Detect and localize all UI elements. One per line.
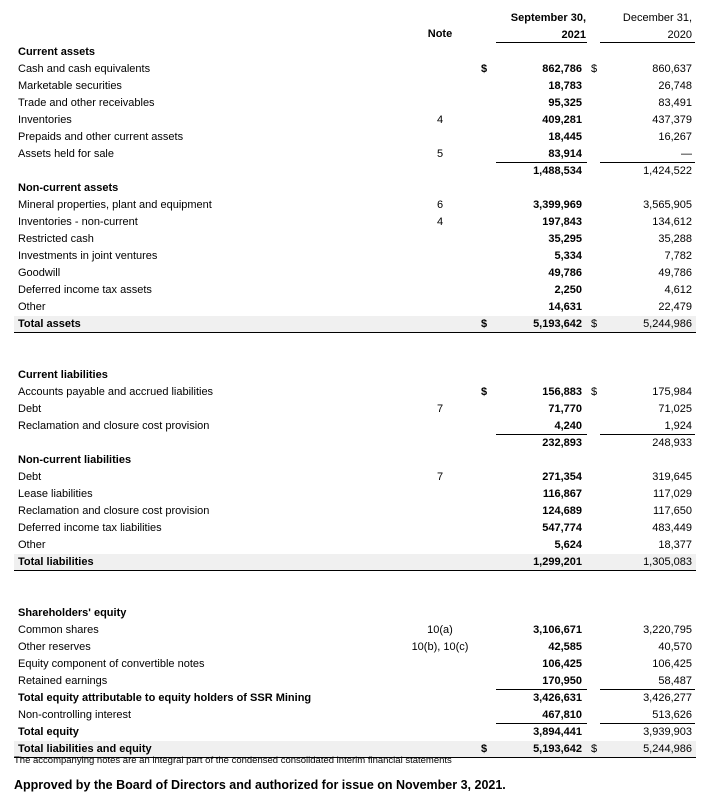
table-body [0,44,705,758]
value-2021: 3,426,631 [533,692,582,704]
value-2021: 18,445 [548,131,582,143]
table-row [0,418,705,435]
footer-note: The accompanying notes are an integral part of the condensed consolidated interim financial statements [14,755,452,766]
value-2021: 271,354 [542,471,582,483]
value-2021: 35,295 [548,233,582,245]
table-row [0,78,705,95]
value-2020: 1,424,522 [643,165,692,177]
value-2021: 4,240 [554,420,582,432]
section-row [0,452,705,469]
currency-symbol: $ [480,63,488,75]
value-2021: 14,631 [548,301,582,313]
table-row [0,707,705,724]
row-note: 4 [436,216,444,228]
row-label: Total liabilities and equity [18,743,152,755]
total-row-shade [14,554,696,571]
row-label: Non-current assets [18,182,119,194]
row-label: Current assets [18,46,96,58]
row-label: Assets held for sale [18,148,114,160]
value-2021: 3,894,441 [533,726,582,738]
row-label: Total liabilities [18,556,94,568]
value-2021: 95,325 [548,97,582,109]
value-2020: 106,425 [652,658,692,670]
row-label: Trade and other receivables [18,97,155,109]
row-label: Prepaids and other current assets [18,131,184,143]
table-row [0,214,705,231]
value-2020: — [681,148,692,160]
value-2020: 860,637 [652,63,692,75]
section-row [0,180,705,197]
row-note: 6 [436,199,444,211]
value-2020: 175,984 [652,386,692,398]
table-row [0,690,705,707]
currency-symbol: $ [590,63,598,75]
total-row [0,554,705,571]
row-label: Deferred income tax liabilities [18,522,162,534]
value-2020: 16,267 [658,131,692,143]
table-row [0,265,705,282]
currency-symbol: $ [480,386,488,398]
value-2020: 3,220,795 [643,624,692,636]
value-2020: 3,939,903 [643,726,692,738]
value-2021: 862,786 [542,63,582,75]
section-row [0,44,705,61]
value-2021: 42,585 [548,641,582,653]
row-label: Lease liabilities [18,488,93,500]
row-label: Reclamation and closure cost provision [18,420,210,432]
row-label: Shareholders' equity [18,607,127,619]
currency-symbol: $ [480,743,488,755]
spacer-row [0,333,705,350]
value-2020: 513,626 [652,709,692,721]
table-row [0,163,705,180]
value-2020: 319,645 [652,471,692,483]
value-2020: 483,449 [652,522,692,534]
table-row [0,537,705,554]
row-label: Other reserves [18,641,91,653]
table-row [0,503,705,520]
table-row [0,129,705,146]
value-2020: 437,379 [652,114,692,126]
value-2021: 124,689 [542,505,582,517]
row-note: 4 [436,114,444,126]
row-label: Current liabilities [18,369,108,381]
table-header [0,0,705,44]
col1-header-year: 2021 [561,29,586,41]
row-label: Non-current liabilities [18,454,132,466]
table-row [0,282,705,299]
table-row [0,486,705,503]
table-row [0,469,705,486]
row-label: Investments in joint ventures [18,250,158,262]
value-2020: 40,570 [658,641,692,653]
row-label: Total equity attributable to equity holders of SSR Mining [18,692,312,704]
value-2020: 5,244,986 [643,743,692,755]
row-label: Common shares [18,624,99,636]
table-row [0,112,705,129]
currency-symbol: $ [590,743,598,755]
value-2021: 5,193,642 [533,318,582,330]
value-2020: 3,565,905 [643,199,692,211]
value-2021: 3,399,969 [533,199,582,211]
table-row [0,639,705,656]
value-2020: 1,305,083 [643,556,692,568]
row-label: Total equity [18,726,79,738]
row-label: Goodwill [18,267,61,279]
table-row [0,231,705,248]
currency-symbol: $ [590,318,598,330]
value-2020: 18,377 [658,539,692,551]
table-row [0,724,705,741]
row-label: Marketable securities [18,80,122,92]
row-label: Equity component of convertible notes [18,658,205,670]
value-2020: 26,748 [658,80,692,92]
row-note: 10(a) [427,624,453,636]
row-label: Other [18,539,46,551]
col2-header-rule [600,42,695,43]
value-2020: 134,612 [652,216,692,228]
value-2021: 232,893 [542,437,582,449]
row-label: Total assets [18,318,81,330]
value-2020: 248,933 [652,437,692,449]
currency-symbol: $ [480,318,488,330]
value-2021: 116,867 [542,488,582,500]
table-row [0,622,705,639]
value-2021: 409,281 [542,114,582,126]
value-2021: 1,488,534 [533,165,582,177]
value-2021: 547,774 [542,522,582,534]
col2-header-date: December 31, [622,12,692,24]
row-label: Non-controlling interest [18,709,132,721]
row-label: Reclamation and closure cost provision [18,505,210,517]
row-label: Debt [18,403,42,415]
row-label: Accounts payable and accrued liabilities [18,386,214,398]
col1-header-rule [496,42,587,43]
value-2021: 3,106,671 [533,624,582,636]
row-label: Retained earnings [18,675,108,687]
value-2021: 83,914 [548,148,582,160]
table-row [0,95,705,112]
col1-header-date: September 30, [510,12,586,24]
value-2020: 83,491 [658,97,692,109]
value-2021: 106,425 [542,658,582,670]
table-row [0,146,705,163]
section-row [0,367,705,384]
table-row [0,384,705,401]
value-2020: 3,426,277 [643,692,692,704]
table-row [0,248,705,265]
row-label: Inventories - non-current [18,216,138,228]
value-2020: 71,025 [658,403,692,415]
value-2021: 49,786 [548,267,582,279]
table-row [0,401,705,418]
value-2021: 156,883 [542,386,582,398]
row-label: Deferred income tax assets [18,284,152,296]
value-2020: 5,244,986 [643,318,692,330]
row-label: Restricted cash [18,233,94,245]
approval-statement: Approved by the Board of Directors and authorized for issue on November 3, 2021. [14,778,506,792]
value-2020: 58,487 [658,675,692,687]
currency-symbol: $ [590,386,598,398]
value-2020: 35,288 [658,233,692,245]
table-row [0,673,705,690]
spacer-row [0,571,705,588]
value-2020: 117,029 [653,488,692,500]
table-row [0,435,705,452]
value-2021: 2,250 [554,284,582,296]
row-note: 10(b), 10(c) [411,641,469,653]
value-2021: 18,783 [548,80,582,92]
table-row [0,197,705,214]
value-2021: 71,770 [548,403,582,415]
value-2021: 170,950 [542,675,582,687]
col2-header-year: 2020 [667,29,692,41]
spacer-row [0,588,705,605]
value-2021: 467,810 [542,709,582,721]
section-row [0,605,705,622]
row-note: 7 [436,403,444,415]
table-row [0,61,705,78]
value-2020: 7,782 [664,250,692,262]
value-2020: 117,650 [653,505,692,517]
table-row [0,656,705,673]
value-2021: 197,843 [542,216,582,228]
value-2021: 1,299,201 [533,556,582,568]
value-2021: 5,624 [554,539,582,551]
row-note: 7 [436,471,444,483]
row-label: Inventories [18,114,72,126]
total-row [0,316,705,333]
row-label: Cash and cash equivalents [18,63,151,75]
table-row [0,520,705,537]
row-label: Mineral properties, plant and equipment [18,199,212,211]
row-label: Other [18,301,46,313]
value-2020: 49,786 [658,267,692,279]
note-column-header: Note [427,28,453,40]
spacer-row [0,350,705,367]
row-label: Debt [18,471,42,483]
value-2021: 5,334 [554,250,582,262]
row-note: 5 [436,148,444,160]
value-2020: 22,479 [658,301,692,313]
value-2021: 5,193,642 [533,743,582,755]
value-2020: 4,612 [664,284,692,296]
table-row [0,299,705,316]
value-2020: 1,924 [664,420,692,432]
